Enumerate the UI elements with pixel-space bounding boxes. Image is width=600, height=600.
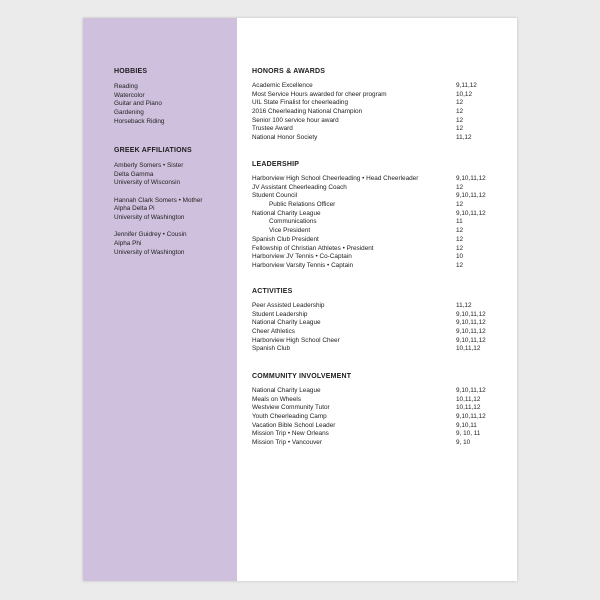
affiliation-line: Alpha Phi <box>114 239 142 247</box>
greek-affiliations-section <box>114 147 232 266</box>
leadership-row <box>252 175 512 184</box>
honors-awards-section <box>252 68 512 143</box>
leadership-row-label: Harborview High School Cheerleading • Head Cheerleader <box>252 175 419 182</box>
leadership-row <box>252 184 512 193</box>
community-involvement-heading: COMMUNITY INVOLVEMENT <box>252 373 352 380</box>
hobby-item: Watercolor <box>114 91 145 99</box>
leadership-row <box>252 218 512 227</box>
community-row <box>252 422 512 431</box>
hobby-item: Horseback Riding <box>114 117 165 125</box>
community-row-label: Mission Trip • New Orleans <box>252 430 329 438</box>
leadership-list <box>252 175 512 271</box>
honors-row <box>252 108 512 117</box>
community-row <box>252 430 512 439</box>
activities-row-years: 10,11,12 <box>456 345 481 353</box>
community-row-years: 9, 10 <box>456 439 471 447</box>
affiliation-line: Delta Gamma <box>114 170 154 178</box>
activities-row <box>252 311 512 320</box>
leadership-row-years: 9,10,11,12 <box>456 209 486 217</box>
affiliation-line: Amberly Somers • Sister <box>114 162 184 169</box>
honors-row <box>252 99 512 108</box>
activities-row-years: 11,12 <box>456 302 472 309</box>
sidebar <box>83 18 237 581</box>
honors-row-label: Most Service Hours awarded for cheer program <box>252 90 387 98</box>
community-row-years: 9, 10, 11 <box>456 430 481 438</box>
leadership-row-years: 10 <box>456 253 464 261</box>
honors-row-years: 10,12 <box>456 90 472 98</box>
activities-row-years: 9,10,11,12 <box>456 310 486 318</box>
honors-row-label: Trustee Award <box>252 125 293 133</box>
community-row <box>252 396 512 405</box>
hobby-item: Reading <box>114 83 138 90</box>
community-row-years: 9,10,11,12 <box>456 387 486 394</box>
community-involvement-section <box>252 373 512 448</box>
activities-row-label: Student Leadership <box>252 310 308 318</box>
leadership-row <box>252 245 512 254</box>
activities-row-label: Cheer Athletics <box>252 328 295 336</box>
activities-row-years: 9,10,11,12 <box>456 336 486 344</box>
activities-row <box>252 302 512 311</box>
leadership-row-label: National Charity League <box>252 209 321 217</box>
community-row-label: Westview Community Tutor <box>252 404 330 412</box>
affiliation-line: Hannah Clark Somers • Mother <box>114 196 203 204</box>
leadership-row-label: Fellowship of Christian Athletes • President <box>252 244 374 252</box>
affiliation-line: University of Washington <box>114 248 185 256</box>
community-row-label: Mission Trip • Vancouver <box>252 439 322 447</box>
activities-row <box>252 337 512 346</box>
leadership-row-label: JV Assistant Cheerleading Coach <box>252 183 347 191</box>
leadership-row-years: 12 <box>456 183 464 191</box>
hobby-item: Guitar and Piano <box>114 100 162 108</box>
honors-row <box>252 134 512 143</box>
activities-list <box>252 302 512 354</box>
activities-row <box>252 345 512 354</box>
leadership-row-years: 12 <box>456 261 464 269</box>
activities-row <box>252 319 512 328</box>
resume-page <box>83 18 517 581</box>
community-row <box>252 413 512 422</box>
leadership-row-label: Public Relations Officer <box>269 201 336 209</box>
hobby-item: Gardening <box>114 109 144 117</box>
honors-row-label: UIL State Finalist for cheerleading <box>252 99 349 107</box>
leadership-row-label: Harborview Varsity Tennis • Captain <box>252 261 354 269</box>
hobbies-heading: HOBBIES <box>114 68 148 75</box>
activities-row-years: 9,10,11,12 <box>456 319 486 327</box>
honors-row-years: 12 <box>456 125 464 133</box>
community-row <box>252 404 512 413</box>
leadership-row-years: 9,10,11,12 <box>456 192 486 200</box>
leadership-row <box>252 227 512 236</box>
honors-row-years: 12 <box>456 99 464 107</box>
activities-heading: ACTIVITIES <box>252 288 293 295</box>
activities-row <box>252 328 512 337</box>
community-row-years: 10,11,12 <box>456 395 481 403</box>
community-row-years: 9,10,11 <box>456 421 477 429</box>
honors-row-label: Academic Excellence <box>252 82 313 89</box>
leadership-row <box>252 201 512 210</box>
honors-row-years: 11,12 <box>456 134 472 142</box>
leadership-row-label: Student Council <box>252 192 298 200</box>
leadership-row-years: 12 <box>456 227 464 235</box>
leadership-row-label: Communications <box>269 218 317 226</box>
leadership-row <box>252 192 512 201</box>
greek-affiliations-heading: GREEK AFFILIATIONS <box>114 147 192 154</box>
honors-row <box>252 91 512 100</box>
leadership-section <box>252 161 512 271</box>
affiliation-group <box>114 197 232 223</box>
leadership-row <box>252 210 512 219</box>
honors-row-label: 2016 Cheerleading National Champion <box>252 108 363 116</box>
community-row <box>252 387 512 396</box>
honors-awards-heading: HONORS & AWARDS <box>252 68 326 75</box>
community-row-label: Youth Cheerleading Camp <box>252 413 327 421</box>
leadership-row-label: Harborview JV Tennis • Co-Captain <box>252 253 352 261</box>
leadership-row-years: 11 <box>456 218 463 226</box>
hobbies-section <box>114 68 232 127</box>
community-row-years: 9,10,11,12 <box>456 413 486 421</box>
honors-row-label: National Honor Society <box>252 134 318 142</box>
honors-row-label: Senior 100 service hour award <box>252 116 339 124</box>
affiliation-line: Jennifer Guidrey • Cousin <box>114 231 187 239</box>
honors-list <box>252 82 512 143</box>
affiliation-line: Alpha Delta Pi <box>114 205 155 213</box>
leadership-row-years: 12 <box>456 244 464 252</box>
community-row-label: Vacation Bible School Leader <box>252 421 336 429</box>
honors-row-years: 12 <box>456 116 464 124</box>
community-row <box>252 439 512 448</box>
leadership-row <box>252 253 512 262</box>
honors-row <box>252 117 512 126</box>
activities-section <box>252 288 512 354</box>
leadership-row <box>252 262 512 271</box>
affiliation-line: University of Washington <box>114 214 185 222</box>
activities-row-label: Spanish Club <box>252 345 291 353</box>
activities-row-label: Harborview High School Cheer <box>252 336 340 344</box>
honors-row-years: 12 <box>456 108 464 116</box>
affiliation-line: University of Wisconsin <box>114 179 181 187</box>
leadership-row-years: 12 <box>456 201 464 209</box>
community-row-label: Meals on Wheels <box>252 395 302 403</box>
hobbies-list <box>114 83 232 127</box>
honors-row <box>252 82 512 91</box>
community-row-years: 10,11,12 <box>456 404 481 412</box>
leadership-heading: LEADERSHIP <box>252 161 300 168</box>
leadership-row-years: 9,10,11,12 <box>456 175 486 182</box>
affiliation-group <box>114 162 232 188</box>
community-list <box>252 387 512 448</box>
activities-row-label: National Charity League <box>252 319 321 327</box>
honors-row <box>252 125 512 134</box>
community-row-label: National Charity League <box>252 387 321 394</box>
leadership-row-label: Vice President <box>269 227 311 235</box>
honors-row-years: 9,11,12 <box>456 82 477 89</box>
leadership-row-label: Spanish Club President <box>252 235 319 243</box>
activities-row-years: 9,10,11,12 <box>456 328 486 336</box>
activities-row-label: Peer Assisted Leadership <box>252 302 325 309</box>
leadership-row <box>252 236 512 245</box>
affiliation-group <box>114 231 232 257</box>
leadership-row-years: 12 <box>456 235 464 243</box>
